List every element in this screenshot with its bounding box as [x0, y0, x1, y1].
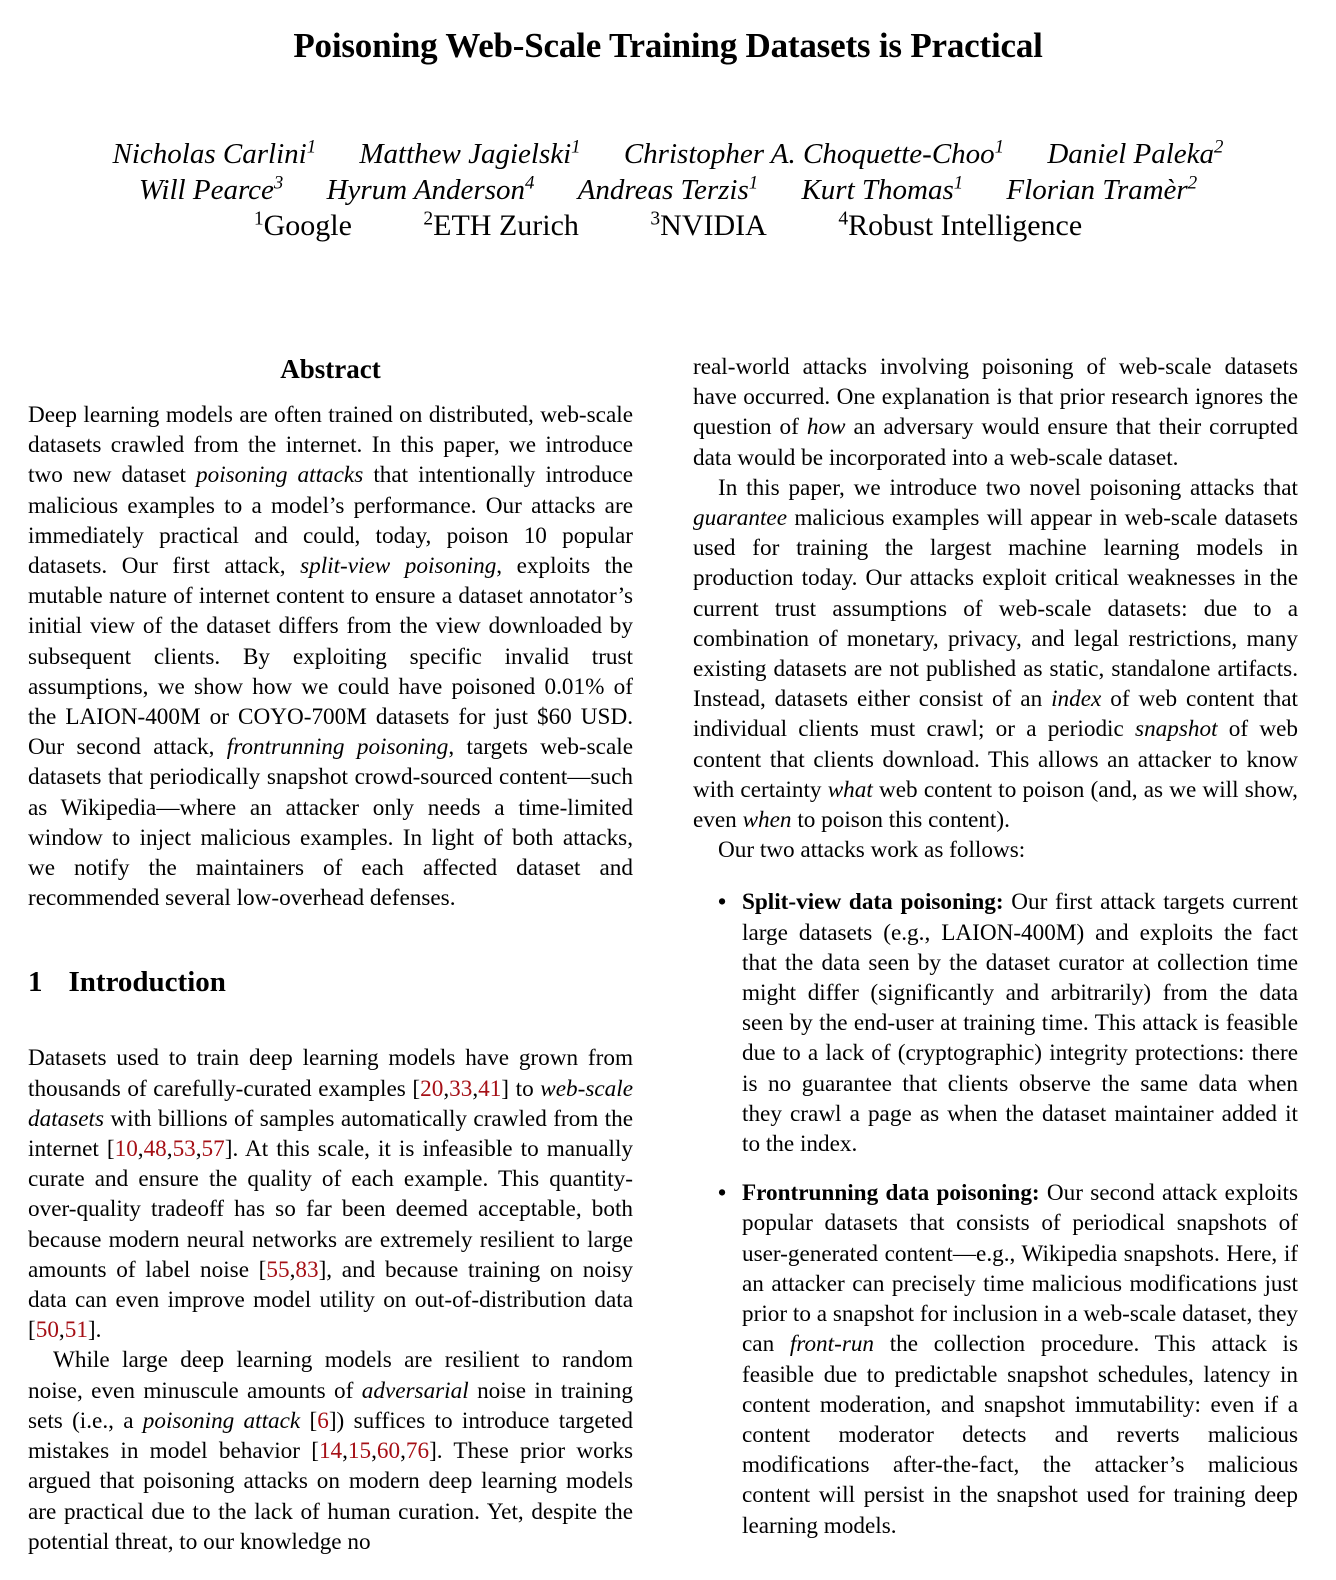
author-row-1	[0, 136, 1336, 172]
author: Christopher A. Choquette-Choo$^1$	[623, 136, 1005, 170]
intro-paragraph-1: Datasets used to train deep learning models have grown from thousands of carefully-curated examples [20,33,41] to web-scale datasets with billions of samples automatically crawled from the internet [10,48,53,57]. At this scale, it is infeasible to manually curate and ensure the quality of each example. This quantity-over-quality tradeoff has so far been deemed acceptable, both because modern neural networks are extremely resilient to large amounts of label noise [55,83], and because training on noisy data can even improve model utility on out-of-distribution data [50,51].	[28, 1045, 633, 1344]
affiliation: $^3$NVIDIA	[650, 208, 767, 242]
paper-title: Poisoning Web-Scale Training Datasets is Practical	[293, 26, 1043, 65]
author: Florian Tramèr$^2$	[1006, 172, 1198, 206]
citation-link[interactable]: 10	[114, 1136, 138, 1163]
author: Will Pearce$^3$	[138, 172, 284, 206]
author: Nicholas Carlini$^1$	[112, 136, 317, 170]
affiliation: $^1$Google	[253, 208, 352, 242]
bullet-icon: •	[718, 889, 727, 916]
affiliation-list	[0, 208, 1336, 244]
author: Andreas Terzis$^1$	[577, 172, 759, 206]
citation-link[interactable]: 53	[172, 1136, 196, 1163]
right-paragraph-3: Our two attacks work as follows:	[718, 837, 1026, 864]
right-column	[693, 352, 1298, 1560]
list-item: • Frontrunning data poisoning: Our second attack exploits popular datasets that consists of periodical snapshots of user-generated content—e.g., Wikipedia snapshots. Here, if an attacker can precisely time malicious modifications just prior to a snapshot for inclusion in a web-scale dataset, they can front-run the collection procedure. This attack is feasible due to predictable snapshot schedules, latency in content moderation, and snapshot immutability: even if a content moderator detects and reverts malicious modifications after-the-fact, the attacker’s malicious content will persist in the snapshot used for training deep learning models.	[718, 1180, 1299, 1539]
abstract-heading: Abstract	[280, 354, 381, 384]
affiliation: $^4$Robust Intelligence	[838, 208, 1083, 242]
right-paragraph-1: real-world attacks involving poisoning of web-scale datasets have occurred. One explanation is that prior research ignores the question of how an adversary would ensure that their corrupted data would be incorporated into a web-scale dataset.	[693, 354, 1298, 471]
citation-link[interactable]: 50	[35, 1317, 59, 1344]
citation-link[interactable]: 33	[449, 1075, 473, 1102]
author: Daniel Paleka$^2$	[1047, 136, 1224, 170]
citation-link[interactable]: 14	[318, 1438, 343, 1465]
author: Hyrum Anderson$^4$	[326, 172, 535, 206]
section-heading-introduction: 1 Introduction	[28, 966, 226, 999]
author: Kurt Thomas$^1$	[801, 172, 964, 206]
bullet-icon: •	[718, 1180, 727, 1207]
list-item: • Split-view data poisoning: Our first attack targets current large datasets (e.g., LAION-400M) and exploits the fact that the data seen by the dataset curator at collection time might differ (significantly and arbitrarily) from the data seen by the end-user at training time. This attack is feasible due to a lack of (cryptographic) integrity protections: there is no guarantee that clients observe the same data when they crawl a page as when the dataset maintainer added it to the index.	[718, 889, 1298, 1158]
intro-paragraph-2: While large deep learning models are resilient to random noise, even minuscule amounts of adversarial noise in training sets (i.e., a poisoning attack [6]) suffices to introduce targeted mistakes in model behavior [14,15,60,76]. These prior works argued that poisoning attacks on modern deep learning models are practical due to the lack of human curation. Yet, despite the potential threat, to our knowledge no	[28, 1347, 634, 1555]
citation-link[interactable]: 83	[295, 1256, 319, 1283]
citation-link[interactable]: 76	[405, 1438, 430, 1465]
citation-link[interactable]: 60	[376, 1438, 401, 1465]
citation-link[interactable]: 51	[64, 1317, 88, 1344]
attack-list	[693, 887, 1298, 1540]
left-column	[28, 352, 633, 1557]
citation-link[interactable]: 15	[347, 1438, 372, 1465]
citation-link[interactable]: 57	[201, 1136, 225, 1163]
abstract-text: Deep learning models are often trained on distributed, web-scale datasets crawled from the internet. In this paper, we introduce two new dataset poisoning attacks that intentionally introduce malicious examples to a model’s performance. Our attacks are immediately practical and could, today, poison 10 popular datasets. Our first attack, split-view poisoning, exploits the mutable nature of internet content to ensure a dataset annotator’s initial view of the dataset differs from the view downloaded by subsequent clients. By exploiting specific invalid trust assumptions, we show how we could have poisoned 0.01% of the LAION-400M or COYO-700M datasets for just $60 USD. Our second attack, frontrunning poisoning, targets web-scale datasets that periodically snapshot crowd-sourced content—such as Wikipedia—where an attacker only needs a time-limited window to inject malicious examples. In light of both attacks, we notify the maintainers of each affected dataset and recommended several low-overhead defenses.	[28, 402, 634, 912]
right-paragraph-2: In this paper, we introduce two novel poisoning attacks that guarantee malicious examples will appear in web-scale datasets used for training the largest machine learning models in production today. Our attacks exploit critical weaknesses in the current trust assumptions of web-scale datasets: due to a combination of monetary, privacy, and legal restrictions, many existing datasets are not published as static, standalone artifacts. Instead, datasets either consist of an index of web content that individual clients must crawl; or a periodic snapshot of web content that clients download. This allows an attacker to know with certainty what web content to poison (and, as we will show, even when to poison this content).	[693, 474, 1298, 834]
citation-link[interactable]: 41	[478, 1075, 502, 1102]
author-list	[0, 136, 1336, 208]
citation-link[interactable]: 55	[266, 1256, 290, 1283]
citation-link[interactable]: 48	[143, 1136, 167, 1163]
author: Matthew Jagielski$^1$	[359, 136, 581, 170]
affiliation: $^2$ETH Zurich	[423, 208, 579, 242]
author-row-2	[0, 172, 1336, 208]
citation-link[interactable]: 6	[317, 1407, 329, 1434]
citation-link[interactable]: 20	[420, 1075, 444, 1102]
